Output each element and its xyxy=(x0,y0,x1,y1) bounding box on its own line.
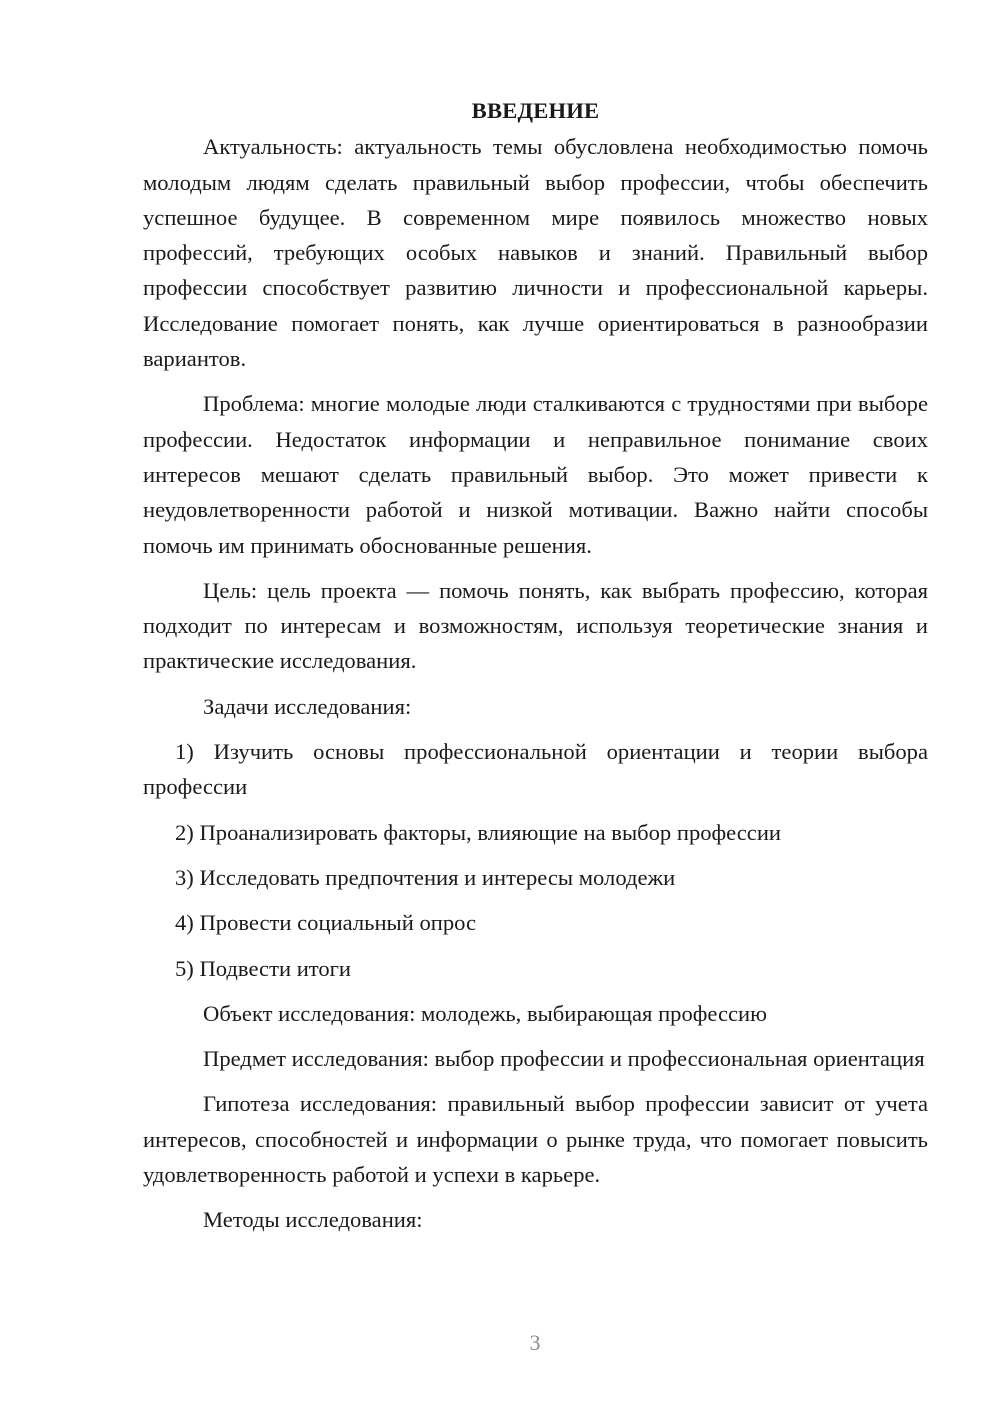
task-item-3: 3) Исследовать предпочтения и интересы молодежи xyxy=(175,864,676,890)
object-paragraph: Объект исследования: молодежь, выбирающая профессию xyxy=(203,1000,768,1026)
section-heading: ВВЕДЕНИЕ xyxy=(471,98,600,123)
task-item-2: 2) Проанализировать факторы, влияющие на выбор профессии xyxy=(175,819,782,845)
page-number: 3 xyxy=(529,1330,541,1355)
page-content xyxy=(143,93,928,1248)
relevance-paragraph: Актуальность: актуальность темы обусловлена необходимостью помочь молодым людям сделать правильный выбор профессии, чтобы обеспечить успешное будущее. В современном мире появилось множество новых профессий, требующих особых навыков и знаний. Правильный выбор профессии способствует развитию личности и профессиональной карьеры. Исследование помогает понять, как лучше ориентироваться в разнообразии вариантов. xyxy=(143,134,928,372)
goal-paragraph: Цель: цель проекта — помочь понять, как выбрать профессию, которая подходит по интересам и возможностям, используя теоретические знания и практические исследования. xyxy=(143,577,928,674)
task-item-5: 5) Подвести итоги xyxy=(175,955,352,981)
hypothesis-paragraph: Гипотеза исследования: правильный выбор профессии зависит от учета интересов, способностей и информации о рынке труда, что помогает повысить удовлетворенность работой и успехи в карьере. xyxy=(143,1091,928,1188)
task-item-1: 1) Изучить основы профессиональной ориентации и теории выбора профессии xyxy=(143,739,928,800)
methods-title: Методы исследования: xyxy=(203,1207,423,1233)
task-item-4: 4) Провести социальный опрос xyxy=(175,910,477,936)
tasks-title: Задачи исследования: xyxy=(203,693,412,719)
problem-paragraph: Проблема: многие молодые люди сталкиваются с трудностями при выборе профессии. Недостаток информации и неправильное понимание своих интересов мешают сделать правильный выбор. Это может привести к неудовлетворенности работой и низкой мотивации. Важно найти способы помочь им принимать обоснованные решения. xyxy=(143,391,928,558)
subject-paragraph: Предмет исследования: выбор профессии и профессиональная ориентация xyxy=(203,1046,925,1072)
